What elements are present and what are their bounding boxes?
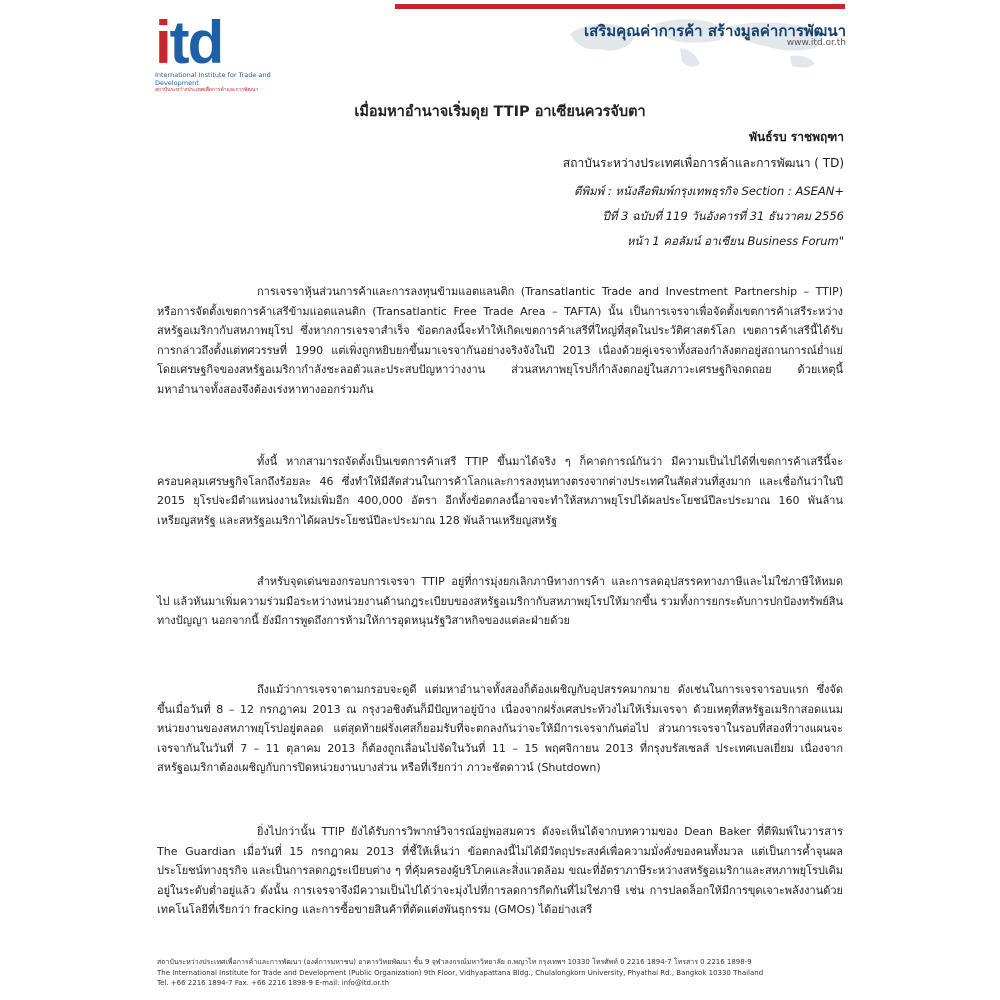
body-paragraph-4: ถึงแม้ว่าการเจรจาตามกรอบจะดูดี แต่มหาอำนาจทั้งสองก็ต้องเผชิญกับอุปสรรคมากมาย ดังเช่นในการเจรจารอบแรก ซึ่งจัดขึ้นเมื่อวันที่ 8 – 12 กรกฎาคม 2013 ณ กรุงวอชิงตันก็มีปัญหาอยู่บ้าง เนื่องจากฝรั่งเศสประท้วงไม่ให้เริ่มเจรจา ด้วยเหตุที่สหรัฐอเมริกาสอดแนมหน่วยงานของสหภาพยุโรปอยู่ตลอด แต่สุดท้ายฝรั่งเศสก็ยอมรับที่จะตกลงกันว่าจะให้มีการเจรจากันต่อไป ส่วนการเจรจาในรอบที่สองที่วางแผนจะเจรจากันในวันที่ 7 – 11 ตุลาคม 2013 ก็ต้องถูกเลื่อนไปจัดในวันที่ 11 – 15 พฤศจิกายน 2013 ที่กรุงบรัสเซลส์ ประเทศเบลเยี่ยม เนื่องจากสหรัฐอเมริกาต้องเผชิญกับการปิดหน่วยงานบางส่วน หรือที่เรียกว่า ภาวะชัตดาวน์ (Shutdown) xyxy=(157,683,843,774)
body-paragraph-1: การเจรจาหุ้นส่วนการค้าและการลงทุนข้ามแอตแลนติก (Transatlantic Trade and Investment Partnership – TTIP) หรือการจัดตั้งเขตการค้าเสรีข้ามแอตแลนติก (Transatlantic Free Trade Area – TAFTA) นั้น เป็นการเจรจาเพื่อจัดตั้งเขตการค้าเสรีระหว่างสหรัฐอเมริกากับสหภาพยุโรป ซึ่งหากการเจรจาสำเร็จ ข้อตกลงนี้จะทำให้เกิดเขตการค้าเสรีที่ใหญ่ที่สุดในประวัติศาสตร์โลก เขตการค้าเสรีนี้ได้รับการกล่าวถึงตั้งแต่ทศวรรษที่ 1990 แต่เพิ่งถูกหยิบยกขึ้นมาเจรจากันอย่างจริงจังในปี 2013 เนื่องด้วยคู่เจรจาทั้งสองกำลังตกอยู่สถานการณ์ย่ำแย่ โดยเศรษฐกิจของสหรัฐอเมริกากำลังชะลอตัวและประสบปัญหาว่างงาน ส่วนสหภาพยุโรปก็กำลังตกอยู่ในสภาวะเศรษฐกิจถดถอย ด้วยเหตุนี้ มหาอำนาจทั้งสองจึงต้องเร่งหาทางออกร่วมกัน xyxy=(157,285,843,396)
header-slogan: เสริมคุณค่าการค้า สร้างมูลค่าการพัฒนา xyxy=(583,22,846,40)
published-source: ตีพิมพ์ : หนังสือพิมพ์กรุงเทพธุรกิจ Section : ASEAN+ xyxy=(574,184,844,198)
page-header xyxy=(0,0,1000,93)
body-paragraph-2: ทั้งนี้ หากสามารถจัดตั้งเป็นเขตการค้าเสรี TTIP ขึ้นมาได้จริง ๆ ก็คาดการณ์กันว่า มีความเป็นไปได้ที่เขตการค้าเสรีนี้จะครอบคลุมเศรษฐกิจโลกถึงร้อยละ 46 ซึ่งทำให้มีสัดส่วนในการค้าโลกและการลงทุนทางตรงจากต่างประเทศในสัดส่วนที่สูงมาก และเชื่อกันว่าในปี 2015 ยุโรปจะมีตำแหน่งงานใหม่เพิ่มอีก 400,000 อัตรา อีกทั้งข้อตกลงนี้อาจจะทำให้สหภาพยุโรปได้ผลประโยชน์ปีละประมาณ 160 พันล้านเหรียญสหรัฐ และสหรัฐอเมริกาได้ผลประโยชน์ปีละประมาณ 128 พันล้านเหรียญสหรัฐ xyxy=(157,455,843,527)
body-paragraph-5: ยิ่งไปกว่านั้น TTIP ยังได้รับการวิพากษ์วิจารณ์อยู่พอสมควร ดังจะเห็นได้จากบทความของ Dean Baker ที่ตีพิมพ์ในวารสาร The Guardian เมื่อวันที่ 15 กรกฎาคม 2013 ที่ชี้ให้เห็นว่า ข้อตกลงนี้ไม่ได้มีวัตถุประสงค์เพื่อความมั่งคั่งของคนทั้งมวล แต่เป็นการค้ำจุนผลประโยชน์ทางธุรกิจ และเป็นการลดกฎระเบียบต่าง ๆ ที่คุ้มครองผู้บริโภคและสิ่งแวดล้อม ขณะที่อัตราภาษีระหว่างสหรัฐอเมริกาและสหภาพยุโรปเดิมอยู่ในระดับต่ำอยู่แล้ว ดังนั้น การเจรจาจึงมีความเป็นไปได้ว่าจะมุ่งไปที่การลดการกีดกันที่ไม่ใช่ภาษี เช่น การปลดล็อกให้มีการขุดเจาะพลังงานด้วยเทคโนโลยีที่เรียกว่า fracking และการซื้อขายสินค้าที่ตัดแต่งพันธุกรรม (GMOs) ได้อย่างเสรี xyxy=(157,825,843,916)
itd-logo xyxy=(155,9,275,93)
logo-subtitle: International Institute for Trade and Development xyxy=(155,71,271,87)
published-column: หน้า 1 คอลัมน์ อาเซียน Business Forum" xyxy=(626,234,844,248)
published-issue: ปีที่ 3 ฉบับที่ 119 วันอังคารที่ 31 ธันวาคม 2556 xyxy=(602,209,844,223)
page-footer xyxy=(157,957,847,989)
header-accent-bar xyxy=(395,4,845,9)
author-affiliation: สถาบันระหว่างประเทศเพื่อการค้าและการพัฒนา ( TD) xyxy=(562,156,844,170)
logo-subtitle-thai: สถาบันระหว่างประเทศเพื่อการค้าและการพัฒนา xyxy=(155,87,259,93)
footer-contact: Tel. +66 2216 1894-7 Fax. +66 2216 1898-9 E-mail: info@itd.or.th xyxy=(157,979,390,987)
author-name: พันธ์รบ ราชพฤฑา xyxy=(749,130,844,144)
body-paragraph-3: สำหรับจุดเด่นของกรอบการเจรจา TTIP อยู่ที่การมุ่งยกเลิกภาษีทางการค้า และการลดอุปสรรคทางภาษีและไม่ใช่ภาษีให้หมดไป แล้วหันมาเพิ่มความร่วมมือระหว่างหน่วยงานด้านกฎระเบียบของสหรัฐอเมริกากับสหภาพยุโรปให้มากขึ้น รวมทั้งการยกระดับการปกป้องทรัพย์สินทางปัญญา นอกจากนี้ ยังมีการพูดถึงการห้ามให้การอุดหนุนรัฐวิสาหกิจของแต่ละฝ่ายด้วย xyxy=(157,575,843,627)
document-title: เมื่อมหาอำนาจเริ่มดุย TTIP อาเซียนควรจับตา xyxy=(354,104,646,120)
logo-letter-i: i xyxy=(155,9,170,76)
footer-address-english: The International Institute for Trade and Development (Public Organization) 9th Floor, Vidhyapattana Bldg., Chulalongkorn University, Phyathai Rd., Bangkok 10330 Thailand xyxy=(157,968,764,977)
header-website: www.itd.or.th xyxy=(786,38,846,48)
footer-address-thai: สถาบันระหว่างประเทศเพื่อการค้าและการพัฒนา (องค์การมหาชน) อาคารวิทยพัฒนา ชั้น 9 จุฬาลงกรณ์มหาวิทยาลัย ถ.พญาไท กรุงเทพฯ 10330 โทรศัพท์ 0 2216 1894-7 โทรสาร 0 2216 1898-9 xyxy=(157,958,752,966)
logo-letters-td: td xyxy=(169,9,223,76)
